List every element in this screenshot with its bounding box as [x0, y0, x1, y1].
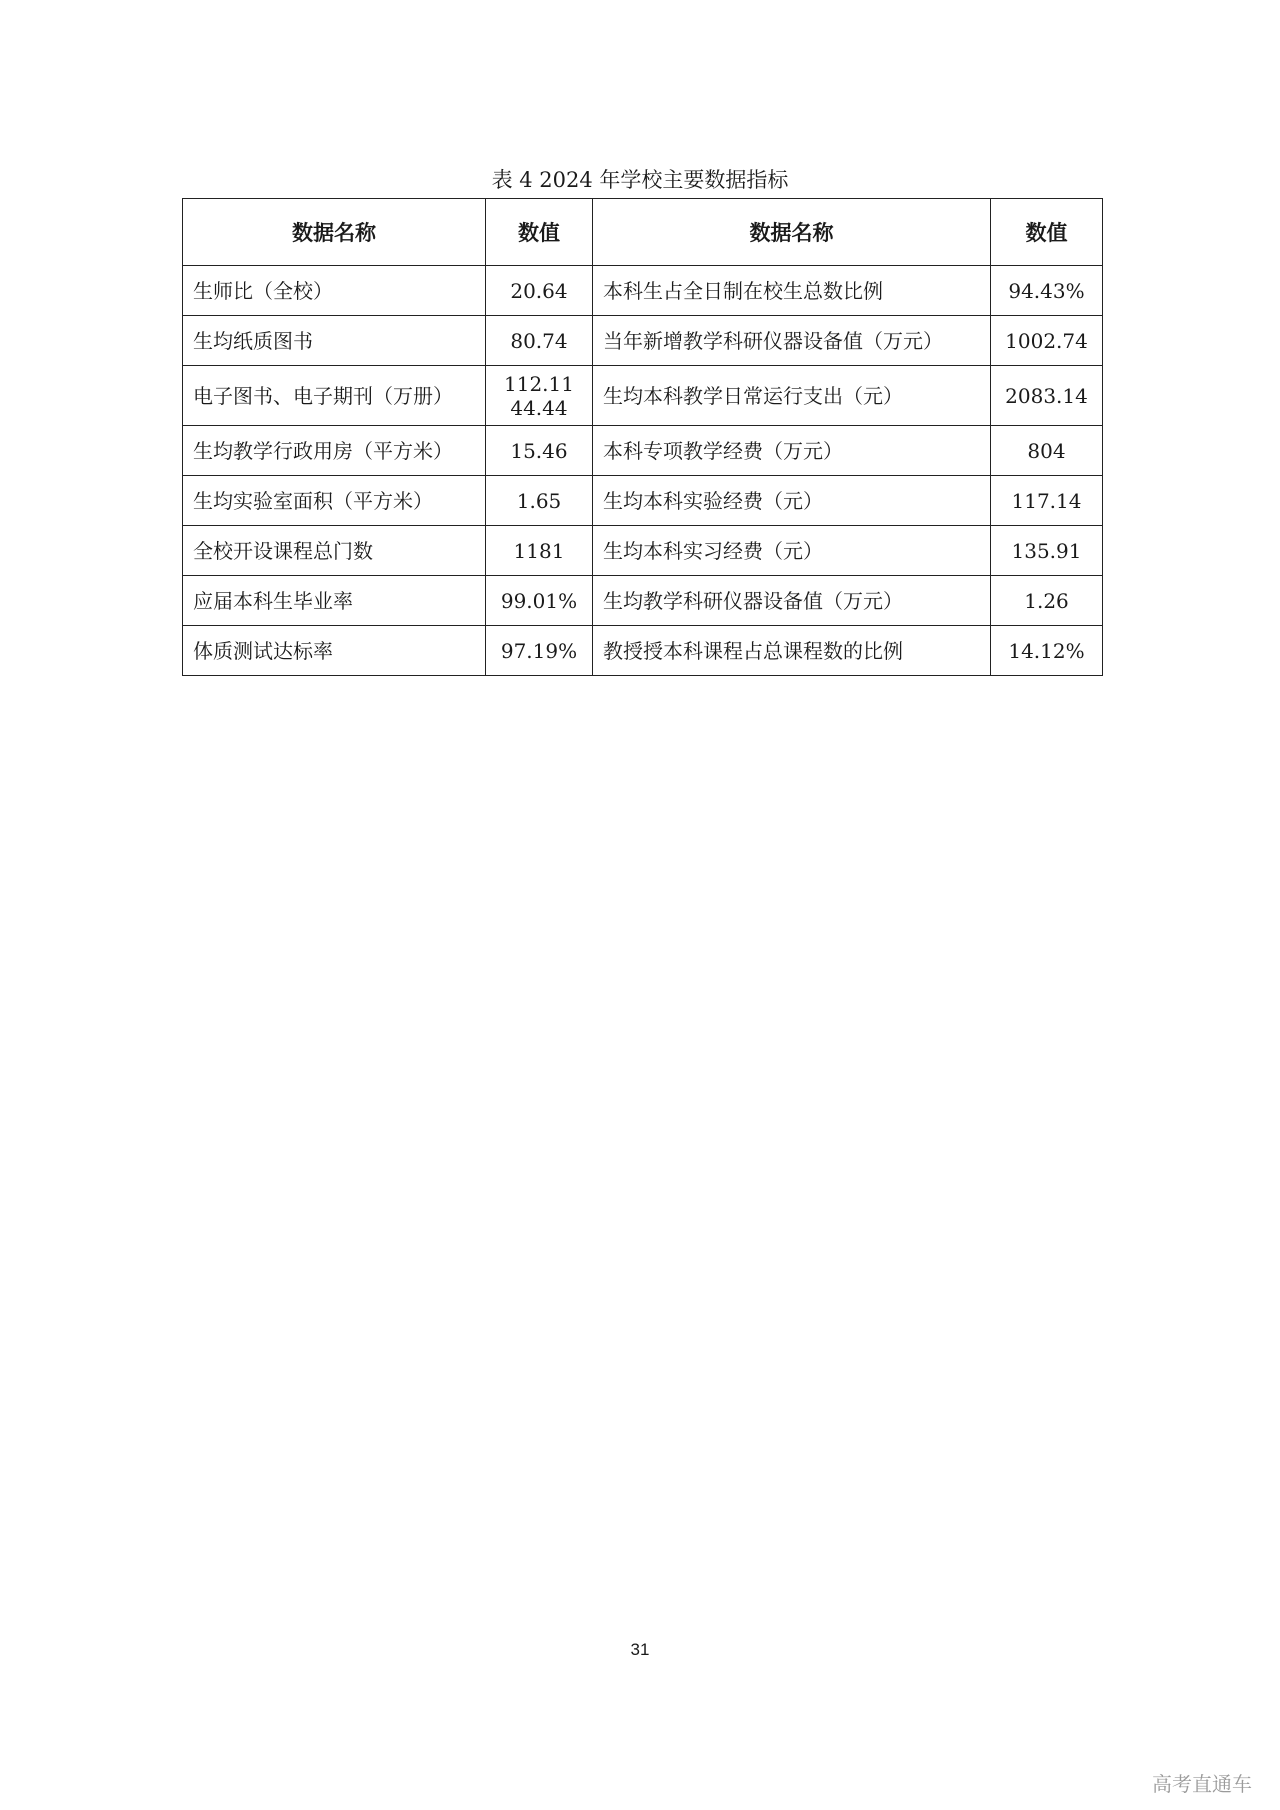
indicator-name: 生均教学行政用房（平方米）: [183, 426, 486, 476]
header-name-right: 数据名称: [593, 199, 991, 266]
table-row: [183, 426, 1103, 476]
indicator-value: 15.46: [486, 426, 593, 476]
indicator-value: 135.91: [991, 526, 1103, 576]
indicator-name: 本科专项教学经费（万元）: [593, 426, 991, 476]
indicator-name: 生均实验室面积（平方米）: [183, 476, 486, 526]
indicator-name: 电子图书、电子期刊（万册）: [183, 366, 486, 426]
indicator-name: 生均本科教学日常运行支出（元）: [593, 366, 991, 426]
indicator-value: 97.19%: [486, 626, 593, 676]
table-row: [183, 576, 1103, 626]
indicator-value: 1181: [486, 526, 593, 576]
indicator-name: 全校开设课程总门数: [183, 526, 486, 576]
page-number: 31: [630, 1640, 650, 1659]
indicator-table: [182, 198, 1103, 676]
indicator-value: 20.64: [486, 266, 593, 316]
table-row: [183, 476, 1103, 526]
table-row: [183, 366, 1103, 426]
indicator-name: 生师比（全校）: [183, 266, 486, 316]
indicator-value: 80.74: [486, 316, 593, 366]
table-caption: 表 4 2024 年学校主要数据指标: [491, 168, 789, 192]
indicator-value: 99.01%: [486, 576, 593, 626]
table-row: [183, 316, 1103, 366]
table-row: [183, 526, 1103, 576]
indicator-name: 生均教学科研仪器设备值（万元）: [593, 576, 991, 626]
indicator-value: 1002.74: [991, 316, 1103, 366]
indicator-name: 当年新增教学科研仪器设备值（万元）: [593, 316, 991, 366]
indicator-value: 14.12%: [991, 626, 1103, 676]
indicator-name: 生均本科实验经费（元）: [593, 476, 991, 526]
indicator-value: 112.11 44.44: [486, 366, 593, 426]
header-value-right: 数值: [991, 199, 1103, 266]
table-header-row: [183, 199, 1103, 266]
indicator-name: 生均纸质图书: [183, 316, 486, 366]
watermark-text: 高考直通车: [1152, 1772, 1252, 1796]
header-value-left: 数值: [486, 199, 593, 266]
indicator-value: 2083.14: [991, 366, 1103, 426]
indicator-value: 1.65: [486, 476, 593, 526]
table-row: [183, 626, 1103, 676]
table-row: [183, 266, 1103, 316]
indicator-name: 本科生占全日制在校生总数比例: [593, 266, 991, 316]
indicator-value: 804: [991, 426, 1103, 476]
indicator-value: 1.26: [991, 576, 1103, 626]
header-name-left: 数据名称: [183, 199, 486, 266]
indicator-name: 应届本科生毕业率: [183, 576, 486, 626]
indicator-name: 教授授本科课程占总课程数的比例: [593, 626, 991, 676]
indicator-value: 94.43%: [991, 266, 1103, 316]
indicator-name: 生均本科实习经费（元）: [593, 526, 991, 576]
indicator-name: 体质测试达标率: [183, 626, 486, 676]
indicator-value: 117.14: [991, 476, 1103, 526]
